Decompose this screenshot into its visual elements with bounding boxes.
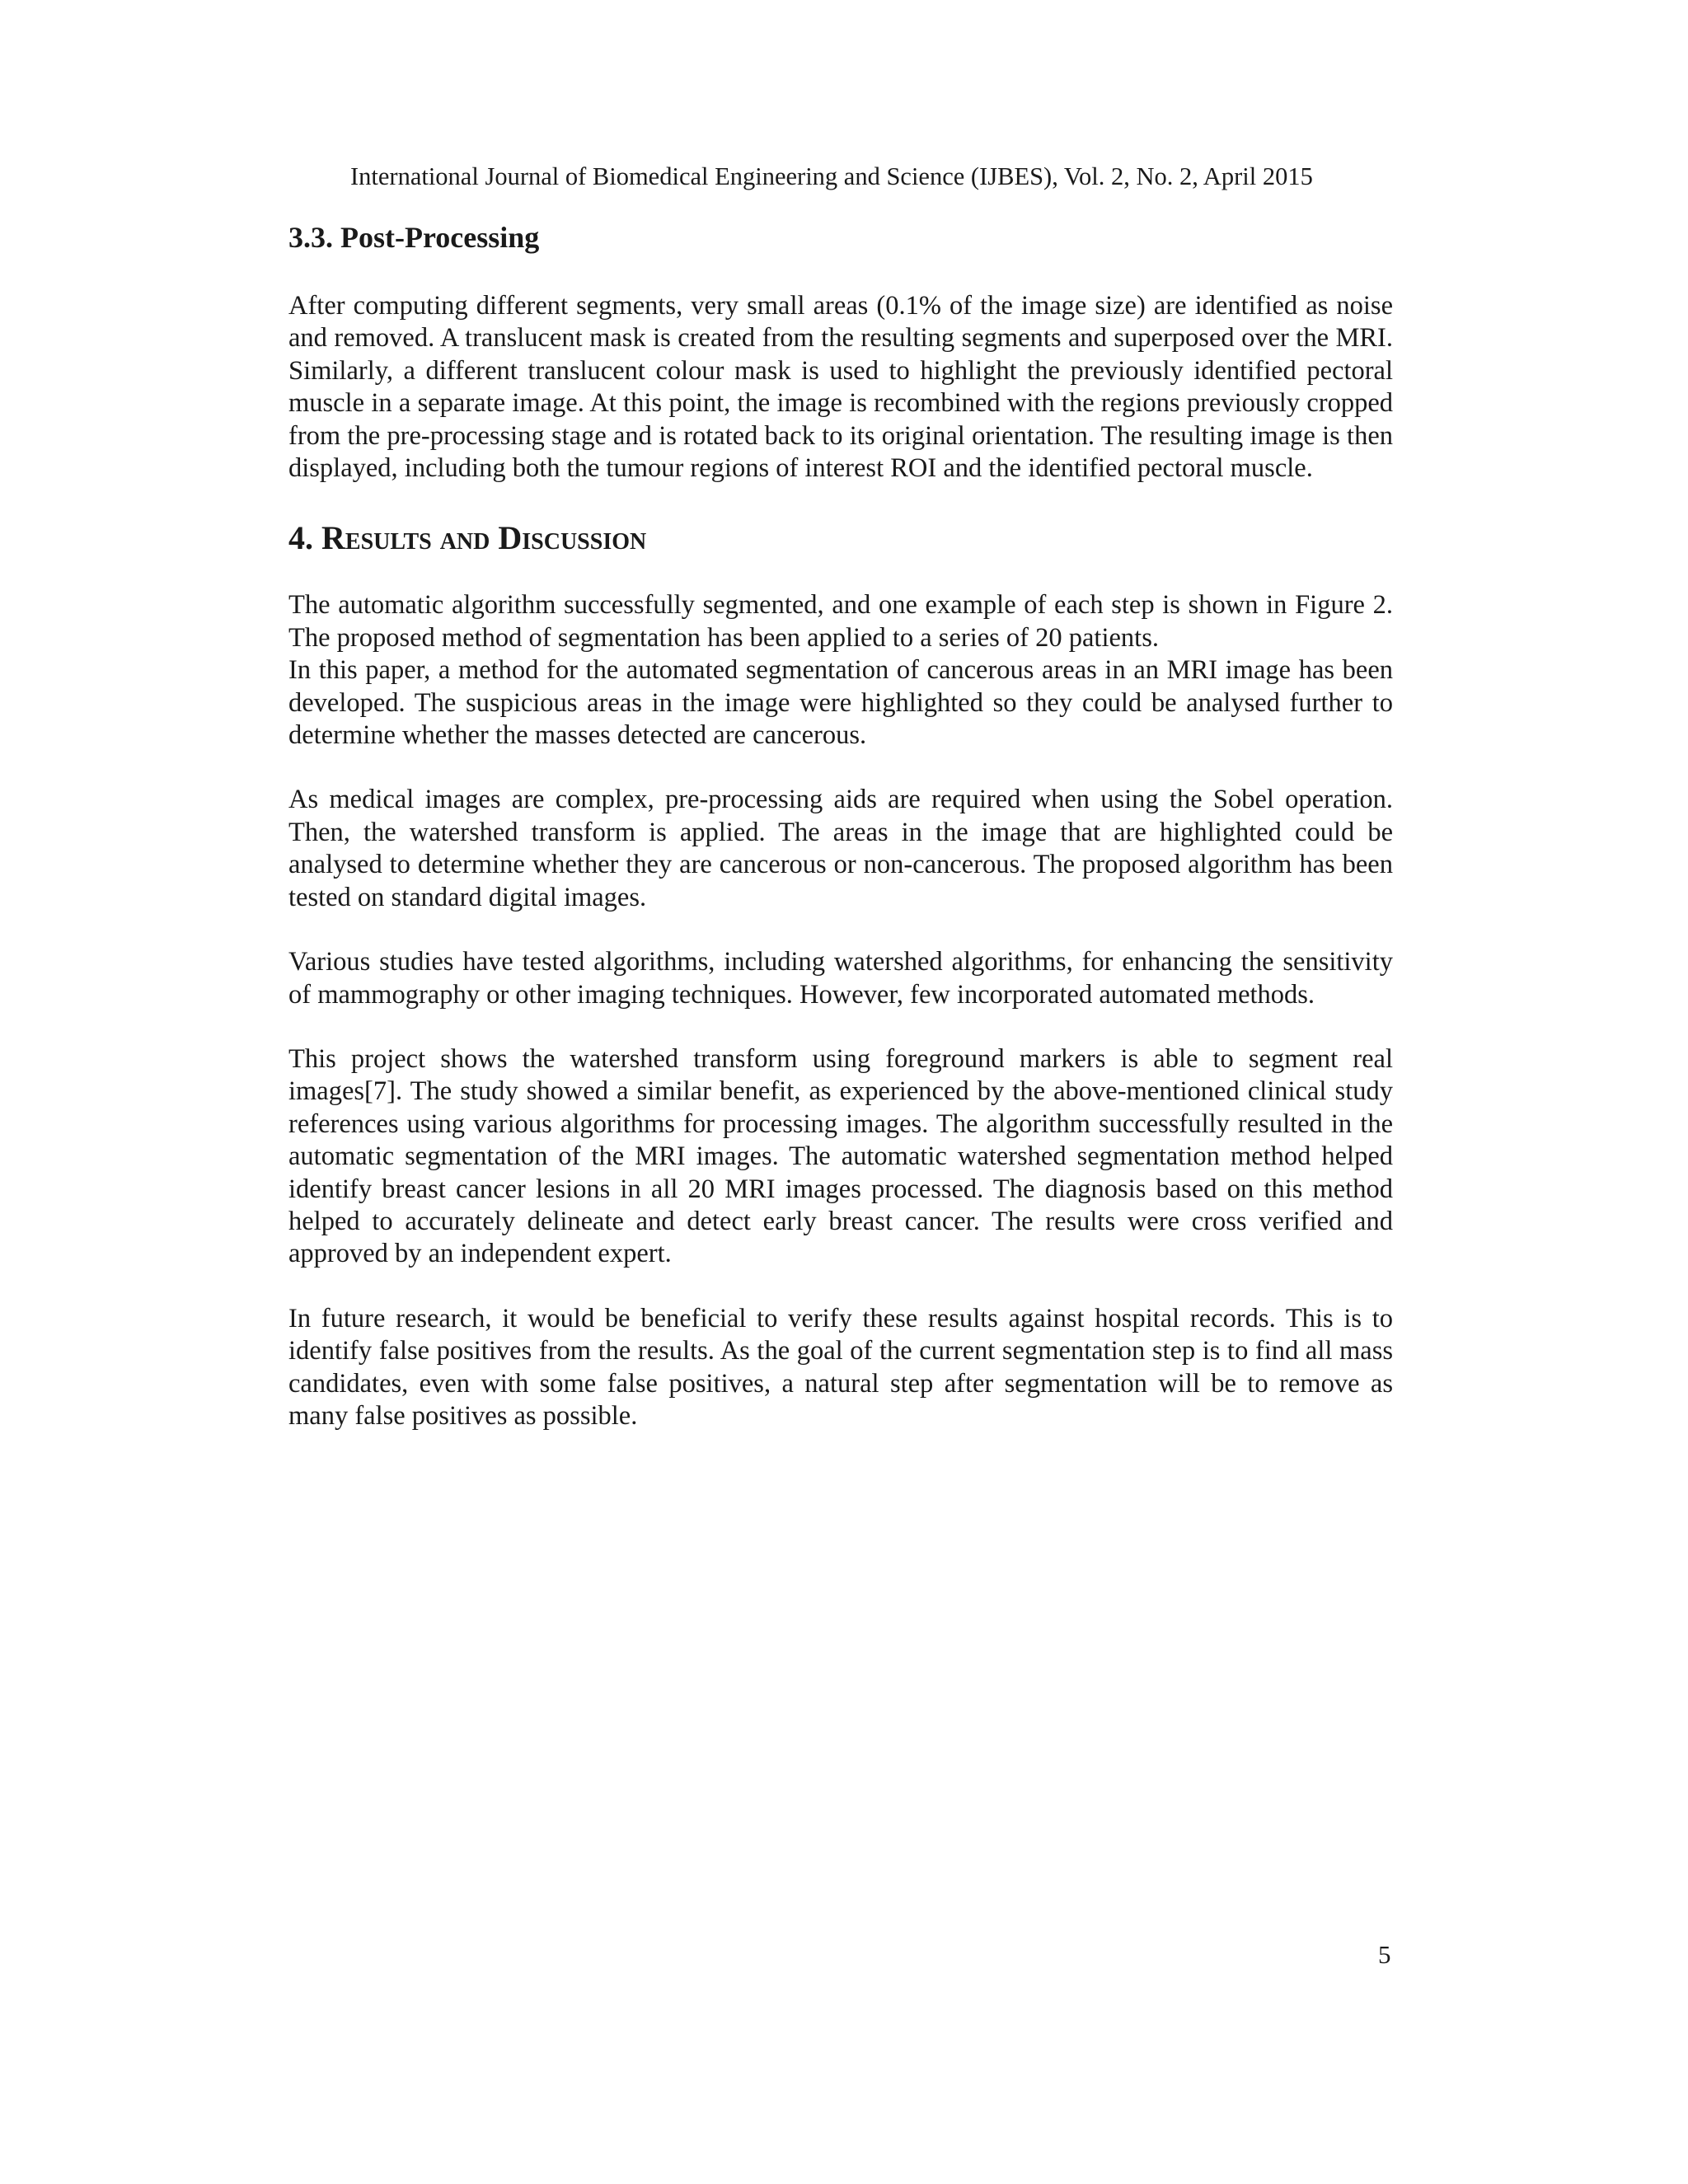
results-paragraph-5: This project shows the watershed transform using foreground markers is able to segment real images[7]. The study showed a similar benefit, as experienced by the above-mentioned clinical study references using various algorithms for processing images. The algorithm successfully resulted in the automatic segmentation of the MRI images. The automatic watershed segmentation method helped identify breast cancer lesions in all 20 MRI images processed. The diagnosis based on this method helped to accurately delineate and detect early breast cancer. The results were cross verified and approved by an independent expert. <box>288 1043 1393 1269</box>
results-paragraph-3: As medical images are complex, pre-processing aids are required when using the Sobel operation. Then, the watershed transform is applied. The areas in the image that are highlighted could be analysed to determine whether they are cancerous or non-cancerous. The proposed algorithm has been tested on standard digital images. <box>288 785 1393 912</box>
page-number: 5 <box>1378 1940 1391 1969</box>
section-heading-results-discussion: 4. Results and Discussion <box>288 519 647 557</box>
results-paragraph-2: In this paper, a method for the automated segmentation of cancerous areas in an MRI image has been developed. The suspicious areas in the image were highlighted so they could be analysed further to determine whether the masses detected are cancerous. <box>288 655 1393 751</box>
post-processing-paragraph: After computing different segments, very small areas (0.1% of the image size) are identified as noise and removed. A translucent mask is created from the resulting segments and superposed over the MRI. Similarly, a different translucent colour mask is used to highlight the previously identified pectoral muscle in a separate image. At this point, the image is recombined with the regions previously cropped from the pre-processing stage and is rotated back to its original orientation. The resulting image is then displayed, including both the tumour regions of interest ROI and the identified pectoral muscle. <box>288 291 1393 484</box>
results-paragraph-1: The automatic algorithm successfully segmented, and one example of each step is shown in Figure 2. The proposed method of segmentation has been applied to a series of 20 patients. <box>288 590 1393 653</box>
results-paragraph-4: Various studies have tested algorithms, including watershed algorithms, for enhancing the sensitivity of mammography or other imaging techniques. However, few incorporated automated methods. <box>288 947 1393 1010</box>
running-header: International Journal of Biomedical Engineering and Science (IJBES), Vol. 2, No. 2, April 2015 <box>350 162 1313 190</box>
results-paragraph-6: In future research, it would be beneficial to verify these results against hospital records. This is to identify false positives from the results. As the goal of the current segmentation step is to find all mass candidates, even with some false positives, a natural step after segmentation will be to remove as many false positives as possible. <box>288 1303 1393 1431</box>
section-heading-post-processing: 3.3. Post-Processing <box>288 221 540 254</box>
page-body <box>288 218 1393 1432</box>
